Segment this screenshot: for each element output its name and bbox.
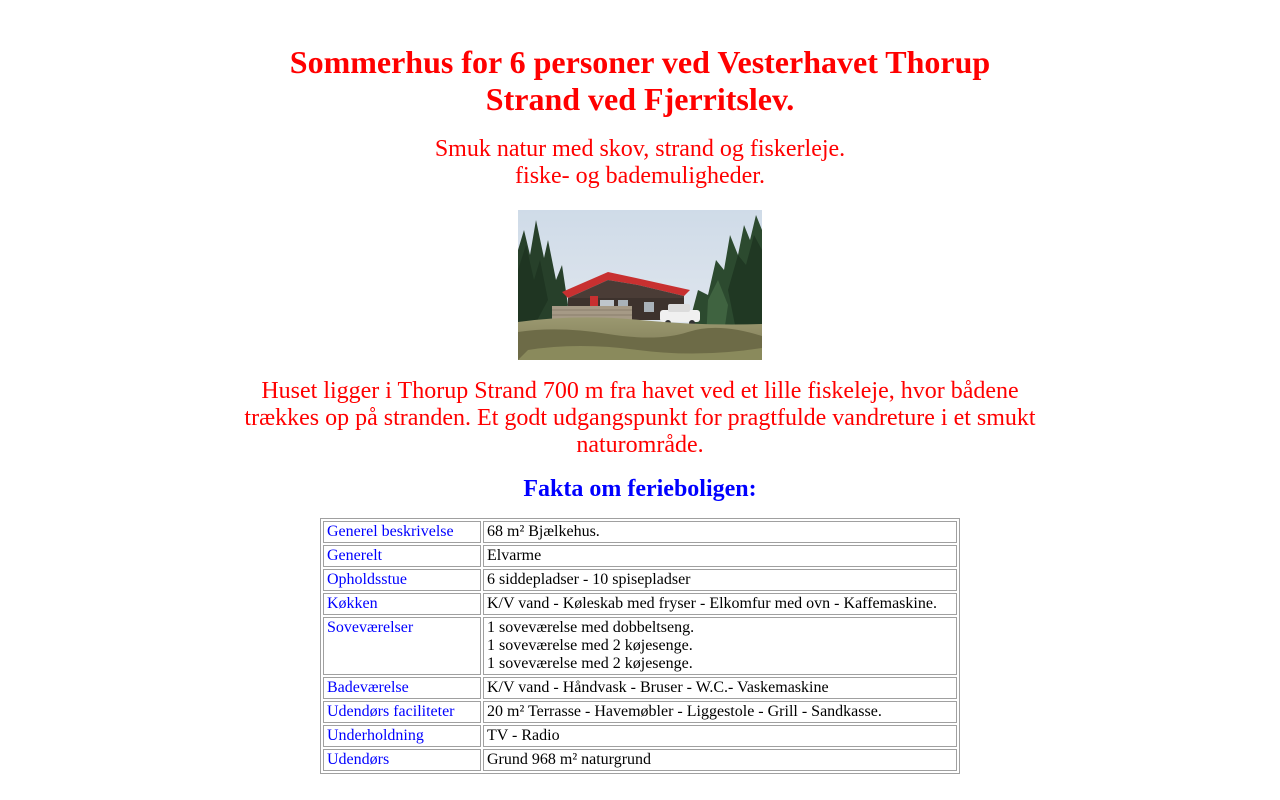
page-title: [240, 44, 1040, 118]
facts-heading: Fakta om ferieboligen:: [523, 476, 757, 502]
fact-value-line: 1 soveværelse med 2 køjesenge.: [487, 637, 693, 654]
intro-line-2: trækkes op på stranden. Et godt udgangspunkt for pragtfulde vandreture i et smukt: [244, 405, 1036, 431]
table-row: [323, 701, 957, 723]
fact-label: Underholdning: [323, 725, 481, 747]
fact-value: [483, 725, 957, 747]
table-row: [323, 593, 957, 615]
fact-label: Udendørs faciliteter: [323, 701, 481, 723]
fact-value-line: 1 soveværelse med 2 køjesenge.: [487, 655, 693, 672]
fact-value: [483, 521, 957, 543]
page-title-line-2: Strand ved Fjerritslev.: [485, 81, 795, 117]
fact-value-line: 6 siddepladser - 10 spisepladser: [487, 571, 691, 588]
summer-house-photo: [518, 210, 762, 360]
page-title-line-1: Sommerhus for 6 personer ved Vesterhavet Thorup: [289, 44, 991, 80]
fact-value: [483, 545, 957, 567]
table-row: [323, 545, 957, 567]
table-row: [323, 569, 957, 591]
fact-value: [483, 749, 957, 771]
table-row: [323, 521, 957, 543]
fact-label: Soveværelser: [323, 617, 481, 675]
fact-label: Opholdsstue: [323, 569, 481, 591]
fact-label: Generelt: [323, 545, 481, 567]
fact-label: Køkken: [323, 593, 481, 615]
fact-value: [483, 701, 957, 723]
fact-value-line: 68 m² Bjælkehus.: [487, 523, 600, 540]
fact-value: [483, 677, 957, 699]
table-row: [323, 725, 957, 747]
fact-value-line: TV - Radio: [487, 727, 560, 744]
fact-value-line: 20 m² Terrasse - Havemøbler - Liggestole - Grill - Sandkasse.: [487, 703, 882, 720]
page-subtitle: [240, 136, 1040, 190]
fact-value-line: Grund 968 m² naturgrund: [487, 751, 652, 768]
fact-value-line: K/V vand - Håndvask - Bruser - W.C.- Vaskemaskine: [487, 679, 829, 696]
fact-label: Badeværelse: [323, 677, 481, 699]
facts-table-body: [323, 521, 957, 771]
fact-value-line: Elvarme: [487, 547, 542, 564]
fact-label: Generel beskrivelse: [323, 521, 481, 543]
fact-value-line: K/V vand - Køleskab med fryser - Elkomfur med ovn - Kaffemaskine.: [487, 595, 937, 612]
subtitle-line-1: Smuk natur med skov, strand og fiskerleje.: [434, 136, 846, 162]
fact-value-line: 1 soveværelse med dobbeltseng.: [487, 619, 695, 636]
table-row: [323, 749, 957, 771]
table-row: [323, 617, 957, 675]
fact-value: [483, 617, 957, 675]
fact-label: Udendørs: [323, 749, 481, 771]
intro-text: [240, 378, 1040, 459]
fact-value: [483, 593, 957, 615]
table-row: [323, 677, 957, 699]
intro-line-3: naturområde.: [576, 432, 704, 458]
fact-value: [483, 569, 957, 591]
subtitle-line-2: fiske- og bademuligheder.: [515, 163, 765, 189]
intro-line-1: Huset ligger i Thorup Strand 700 m fra havet ved et lille fiskeleje, hvor bådene: [261, 378, 1019, 404]
facts-table: [320, 518, 960, 774]
